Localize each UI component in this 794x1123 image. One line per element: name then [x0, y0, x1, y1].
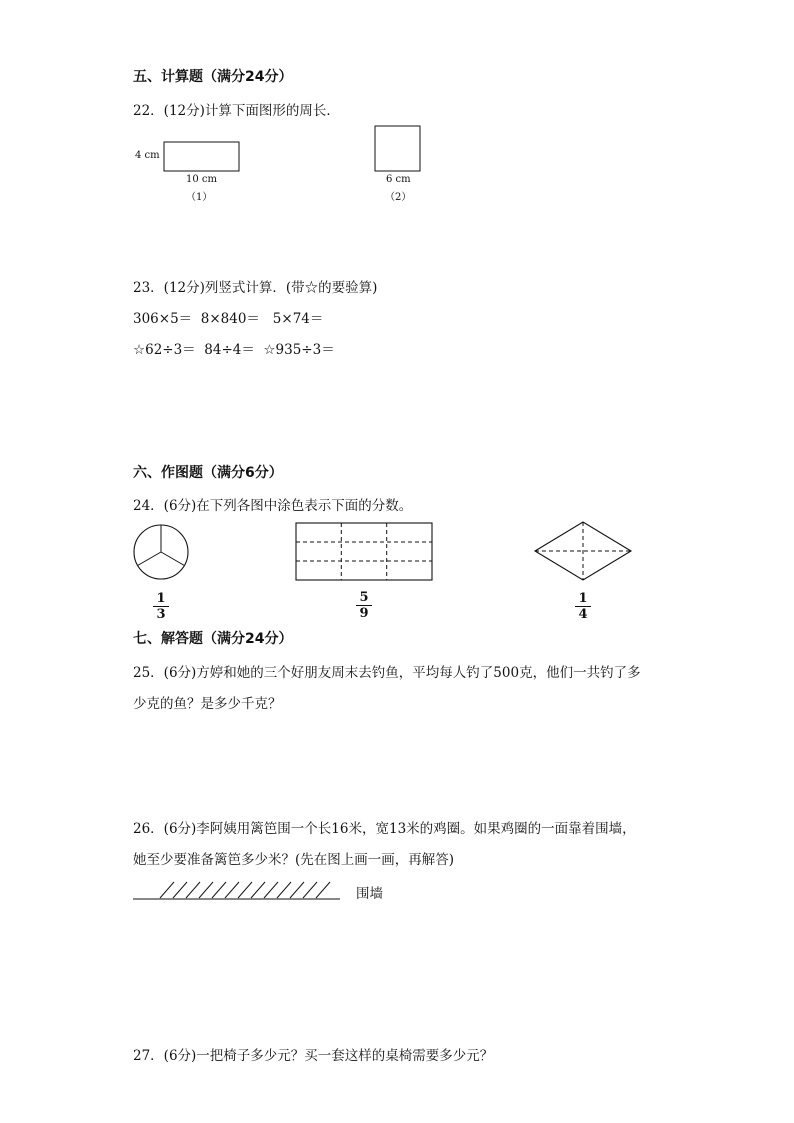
square-figure [375, 126, 420, 171]
section-title-7: 七、解答题（满分24分） [133, 631, 293, 647]
rhombus-quarters-figure [535, 522, 631, 580]
rect-width-label: 10 cm [186, 174, 217, 185]
square-side-label: 6 cm [386, 174, 411, 185]
rect-height-label: 4 cm [135, 150, 160, 161]
question-24-text: 24．(6分)在下列各图中涂色表示下面的分数。 [133, 498, 413, 514]
circle-thirds-figure [134, 525, 188, 579]
section-title-6: 六、作图题（满分6分） [133, 465, 283, 481]
wall-hatching-figure [133, 882, 340, 899]
question-22-text: 22．(12分)计算下面图形的周长． [133, 103, 340, 119]
fraction-five-ninths: 5 9 [354, 591, 374, 620]
question-25-line-1: 25．(6分)方婷和她的三个好朋友周末去钓鱼，平均每人钓了500克，他们一共钓了多 [133, 665, 641, 681]
question-23-line-1: 306×5＝ 8×840＝ 5×74＝ [133, 311, 324, 327]
rect-caption: （1） [186, 192, 213, 203]
question-23-text: 23．(12分)列竖式计算．(带☆的要验算) [133, 280, 378, 296]
wall-label: 围墙 [356, 886, 383, 902]
question-25-line-2: 少克的鱼？是多少千克？ [133, 696, 282, 712]
question-26-line-1: 26．(6分)李阿姨用篱笆围一个长16米，宽13米的鸡圈。如果鸡圈的一面靠着围墙， [133, 821, 636, 837]
section-title-5: 五、计算题（满分24分） [133, 69, 293, 85]
rectangle-figure [164, 142, 239, 171]
question-23-line-2: ☆62÷3＝ 84÷4＝ ☆935÷3＝ [133, 342, 335, 358]
fraction-one-third: 1 3 [151, 592, 171, 621]
square-caption: （2） [385, 192, 412, 203]
rectangle-ninths-figure [296, 523, 432, 580]
question-26-line-2: 她至少要准备篱笆多少米？(先在图上画一画，再解答) [133, 852, 455, 868]
question-27-text: 27．(6分)一把椅子多少元？买一套这样的桌椅需要多少元？ [133, 1048, 494, 1064]
fraction-one-quarter: 1 4 [573, 592, 593, 621]
